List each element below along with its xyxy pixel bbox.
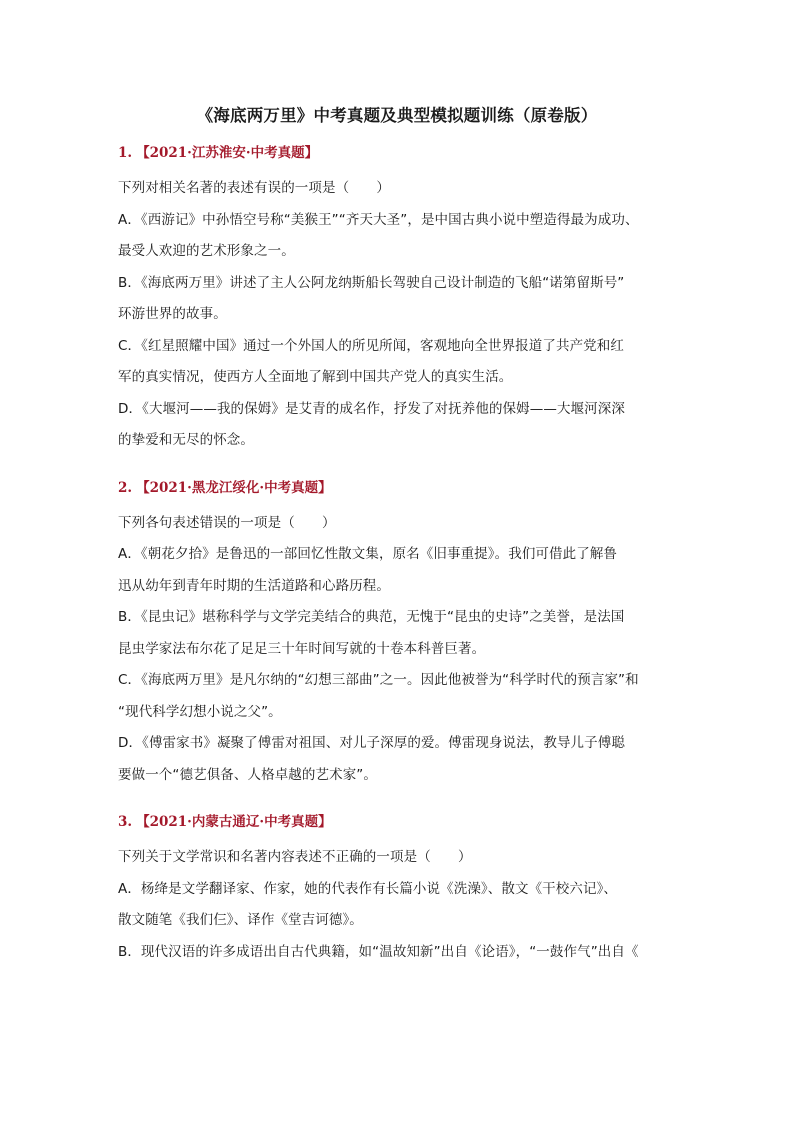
spacer	[118, 791, 794, 811]
option-b: B．现代汉语的许多成语出自古代典籍，如“温故知新”出自《论语》，“一鼓作气”出自《	[118, 943, 639, 960]
question-number: 3.	[118, 814, 133, 830]
option-a: A．《朝花夕拾》是鲁迅的一部回忆性散文集，原名《旧事重提》。我们可借此了解鲁 迅从幼年到青年时期的生活道路和心路历程。	[118, 546, 618, 594]
question-header	[118, 811, 676, 833]
option-b: B．《昆虫记》堪称科学与文学完美结合的典范，无愧于“昆虫的史诗”之美誉，是法国 昆虫学家法布尔花了足足三十年时间写就的十卷本科普巨著。	[118, 609, 625, 657]
option-c: C．《红星照耀中国》通过一个外国人的所见所闻，客观地向全世界报道了共产党和红 军的真实情况，使西方人全面地了解到中国共产党人的真实生活。	[118, 337, 624, 385]
question-2	[118, 477, 676, 792]
option-b: B．《海底两万里》讲述了主人公阿龙纳斯船长驾驶自己设计制造的飞船“诺第留斯号” 环游世界的故事。	[118, 274, 625, 322]
option-a: A．杨绛是文学翻译家、作家，她的代表作有长篇小说《洗澡》、散文《干校六记》、 散文随笔《我们仨》、译作《堂吉诃德》。	[118, 880, 618, 928]
question-stem: 下列关于文学常识和名著内容表述不正确的一项是（ ）	[118, 849, 472, 865]
spacer	[118, 457, 794, 477]
question-header	[118, 142, 676, 164]
question-stem: 下列各句表述错误的一项是（ ）	[118, 514, 336, 531]
question-number: 1.	[118, 145, 133, 161]
question-stem: 下列对相关名著的表述有误的一项是（ ）	[118, 180, 390, 196]
question-source: 【2021·黑龙江绥化·中考真题】	[136, 479, 332, 496]
spacer	[118, 128, 794, 142]
question-1	[118, 142, 676, 457]
question-source: 【2021·江苏淮安·中考真题】	[136, 145, 319, 161]
option-d: D．《傅雷家书》凝聚了傅雷对祖国、对儿子深厚的爱。傅雷现身说法，教导儿子傅聪 要做一个“德艺俱备、人格卓越的艺术家”。	[118, 735, 625, 783]
option-d: D．《大堰河——我的保姆》是艾青的成名作，抒发了对抚养他的保姆——大堰河深深 的挚爱和无尽的怀念。	[118, 400, 625, 448]
option-c: C．《海底两万里》是凡尔纳的“幻想三部曲”之一。因此他被誉为“科学时代的预言家”和 “现代科学幻想小说之父”。	[118, 672, 639, 720]
document-title: 《海底两万里》中考真题及典型模拟题训练（原卷版）	[196, 106, 598, 125]
question-3	[118, 811, 676, 968]
question-header	[118, 477, 676, 499]
option-a: A．《西游记》中孙悟空号称“美猴王”“齐天大圣”，是中国古典小说中塑造得最为成功、 最受人欢迎的艺术形象之一。	[118, 211, 639, 259]
question-number: 2.	[118, 479, 133, 496]
question-source: 【2021·内蒙古通辽·中考真题】	[136, 814, 332, 830]
